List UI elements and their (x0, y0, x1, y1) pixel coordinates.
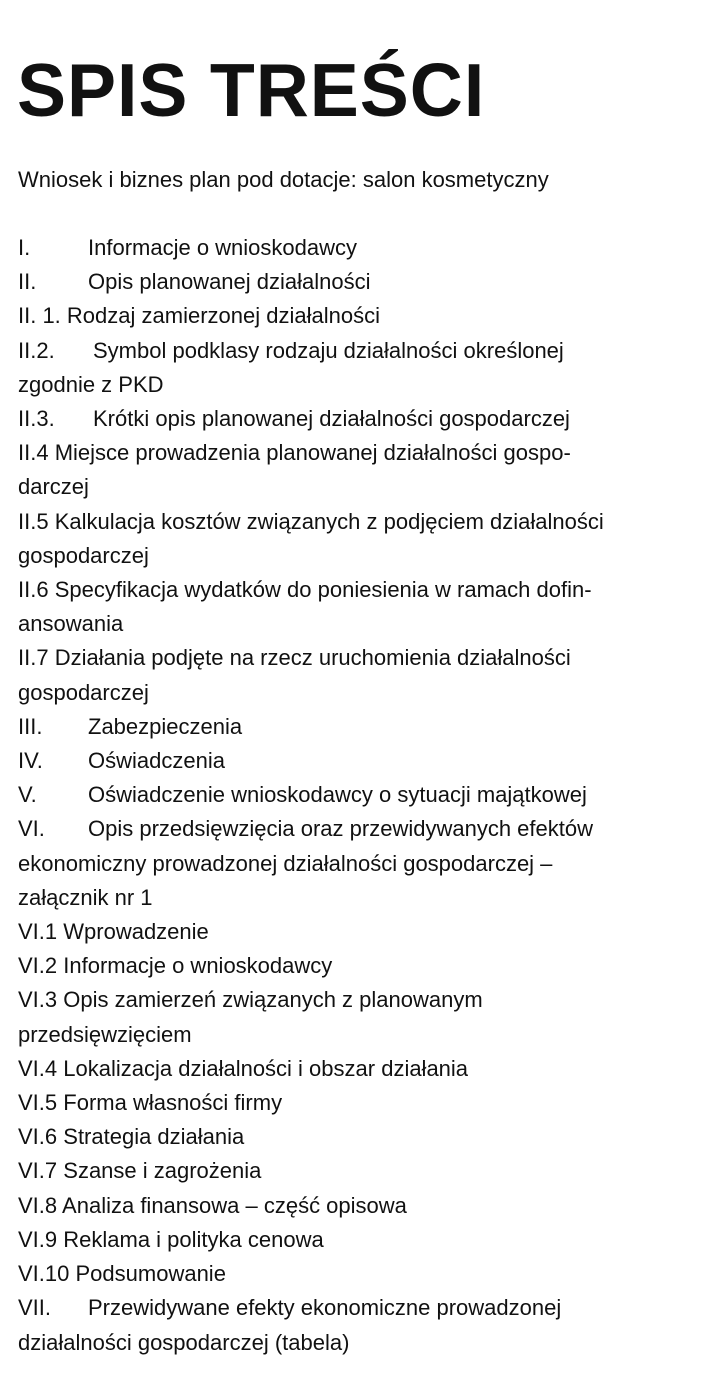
toc-entry-text: Rodzaj zamierzonej działalności (66, 303, 380, 329)
toc-entry (18, 1120, 698, 1154)
toc-entry-number: VI.2 (18, 953, 58, 979)
toc-entry (18, 915, 698, 949)
toc-entry-text: załącznik nr 1 (18, 884, 153, 910)
page-title: SPIS TREŚCI (17, 48, 486, 132)
toc-entry (18, 505, 698, 539)
toc-entry-continuation (18, 1326, 698, 1360)
toc-entry (18, 231, 698, 265)
toc-entry (18, 1223, 698, 1257)
table-of-contents (18, 231, 698, 1360)
toc-entry-number: VI.5 (18, 1090, 58, 1116)
toc-entry-text: darczej (18, 474, 89, 500)
toc-entry (18, 744, 698, 778)
toc-entry (18, 1291, 698, 1325)
toc-entry-continuation (18, 539, 698, 573)
toc-entry-text: Lokalizacja działalności i obszar działania (63, 1055, 469, 1081)
toc-entry (18, 778, 698, 812)
toc-entry-number: VI.10 (18, 1261, 70, 1287)
toc-entry-text: Kalkulacja kosztów związanych z podjęciem działalności (54, 508, 604, 534)
toc-entry (18, 1154, 698, 1188)
toc-entry-number: VI.1 (18, 919, 58, 945)
toc-entry-number: II.6 (18, 577, 49, 603)
toc-entry (18, 1257, 698, 1291)
document-subtitle: Wniosek i biznes plan pod dotacje: salon kosmetyczny (18, 167, 549, 192)
toc-entry-text: Działania podjęte na rzecz uruchomienia działalności (54, 645, 571, 671)
toc-entry-text: Opis zamierzeń związanych z planowanym (63, 987, 483, 1013)
toc-entry-continuation (18, 881, 698, 915)
toc-entry-continuation (18, 368, 698, 402)
toc-entry-text: ansowania (18, 611, 124, 637)
toc-entry-number: VII. (18, 1295, 52, 1321)
toc-entry (18, 573, 698, 607)
toc-entry (18, 949, 698, 983)
toc-entry-text: gospodarczej (18, 679, 149, 705)
toc-entry-number: VI.8 (18, 1192, 58, 1218)
toc-entry-text: Krótki opis planowanej działalności gospodarczej (93, 406, 570, 432)
toc-entry-text: Specyfikacja wydatków do poniesienia w ramach dofin- (54, 577, 592, 603)
toc-entry-continuation (18, 676, 698, 710)
toc-entry (18, 710, 698, 744)
toc-entry-text: Zabezpieczenia (88, 713, 243, 739)
toc-entry-text: Przewidywane efekty ekonomiczne prowadzonej (88, 1295, 562, 1321)
toc-entry-number: I. (18, 235, 31, 260)
toc-entry-text: Oświadczenia (88, 748, 225, 774)
toc-entry-text: działalności gospodarczej (tabela) (18, 1329, 350, 1355)
toc-entry-number: VI. (18, 816, 45, 842)
toc-entry (18, 1086, 698, 1120)
toc-entry-number: VI.4 (18, 1055, 58, 1081)
toc-entry-text: Reklama i polityka cenowa (63, 1226, 324, 1252)
toc-entry-text: Oświadczenie wnioskodawcy o sytuacji majątkowej (88, 782, 587, 808)
toc-entry-text: gospodarczej (18, 542, 149, 568)
toc-entry-text: Symbol podklasy rodzaju działalności określonej (93, 337, 564, 363)
toc-entry-text: Miejsce prowadzenia planowanej działalności gospo- (54, 440, 571, 466)
toc-entry-number: VI.7 (18, 1158, 58, 1184)
toc-entry-text: ekonomiczny prowadzonej działalności gospodarczej – (18, 850, 553, 876)
toc-entry-number: II.2. (18, 337, 55, 363)
toc-entry-number: III. (18, 713, 43, 739)
toc-entry (18, 402, 698, 436)
toc-entry (18, 812, 698, 846)
toc-entry-continuation (18, 607, 698, 641)
toc-entry-number: II. 1. (18, 303, 61, 329)
toc-entry-text: Opis planowanej działalności (88, 269, 371, 295)
toc-entry-text: Analiza finansowa – część opisowa (62, 1192, 407, 1218)
toc-entry (18, 436, 698, 470)
toc-entry-number: II.3. (18, 406, 55, 432)
toc-entry (18, 299, 698, 333)
toc-entry-number: V. (18, 782, 37, 808)
toc-entry (18, 1052, 698, 1086)
toc-entry-text: Szanse i zagrożenia (63, 1158, 262, 1184)
toc-entry-text: zgodnie z PKD (18, 371, 164, 397)
toc-entry-continuation (18, 470, 698, 504)
toc-entry-text: Podsumowanie (75, 1261, 226, 1287)
toc-entry-number: VI.9 (18, 1226, 58, 1252)
toc-entry-text: Informacje o wnioskodawcy (63, 953, 333, 979)
toc-entry (18, 265, 698, 299)
toc-entry-text: Opis przedsięwzięcia oraz przewidywanych efektów (88, 816, 593, 842)
toc-entry-number: VI.6 (18, 1124, 58, 1150)
toc-entry-text: Wprowadzenie (63, 919, 209, 945)
toc-entry (18, 641, 698, 675)
toc-entry-text: przedsięwzięciem (18, 1021, 192, 1047)
toc-entry-text: Informacje o wnioskodawcy (88, 235, 358, 260)
toc-entry-number: II.4 (18, 440, 49, 466)
toc-entry-continuation (18, 1018, 698, 1052)
toc-entry-number: II. (18, 269, 37, 295)
toc-entry-text: Strategia działania (63, 1124, 245, 1150)
toc-entry-text: Forma własności firmy (63, 1090, 283, 1116)
toc-entry (18, 983, 698, 1017)
toc-entry-number: VI.3 (18, 987, 58, 1013)
toc-entry (18, 1189, 698, 1223)
toc-entry (18, 334, 698, 368)
toc-entry-number: IV. (18, 748, 43, 774)
toc-entry-number: II.7 (18, 645, 49, 671)
toc-entry-continuation (18, 847, 698, 881)
toc-entry-number: II.5 (18, 508, 49, 534)
